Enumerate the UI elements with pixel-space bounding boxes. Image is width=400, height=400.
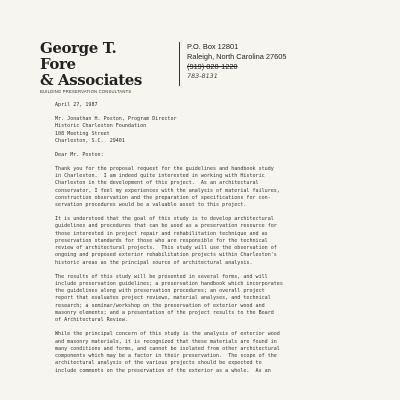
text-line: components which may be a factor in their preservation. The scope of the (55, 353, 277, 360)
paragraph-1 (55, 166, 375, 210)
company-logo (40, 40, 148, 94)
text-line: include comments on the preservation of the exterior as a whole. As an (55, 367, 271, 374)
address-city: Raleigh, North Carolina 27605 (187, 52, 287, 61)
address-phone: (919) 828-1220 (187, 62, 238, 71)
paragraph-2 (55, 216, 375, 267)
text-line: historic areas as the principal source of architectural analysis. (55, 259, 253, 266)
salutation: Dear Mr. Poston: (55, 151, 104, 158)
company-name-line1: George T. Fore (40, 39, 117, 73)
text-line: construction observation and the preparation of specifications for con- (55, 194, 271, 201)
letterhead (40, 40, 370, 102)
text-line: many conditions and forms, and cannot be isolated from other architectural (55, 345, 280, 352)
text-line: The results of this study will be presented in several forms, and will (55, 273, 268, 280)
recipient-line: Historic Charleston Foundation (55, 123, 147, 130)
text-line: include preservation guidelines; a preservation handbook which incorporates (55, 280, 283, 287)
recipient-line: Charleston, S.C. 29401 (55, 137, 125, 144)
text-line: review of architectural projects. This study will use the observation of (55, 245, 277, 252)
text-line: report that evaluates project reviews, material analyses, and technical (55, 295, 271, 302)
address-po-box: P.O. Box 12801 (187, 42, 239, 51)
paragraph-4 (55, 331, 375, 375)
text-line: Thank you for the proposal request for the guidelines and handbook study (55, 165, 274, 172)
text-line: masonry elements; and a presentation of the project results to the Board (55, 309, 274, 316)
text-line: of Architectural Review. (55, 317, 128, 324)
text-line: Charleston in the development of this project. As an architectural (55, 180, 259, 187)
recipient-line: Mr. Jonathan H. Poston, Program Director (55, 116, 177, 123)
company-name-line2: & Associates (40, 71, 142, 89)
text-line: While the principal concern of this study is the analysis of exterior wood (55, 331, 280, 338)
letterhead-divider (179, 42, 180, 86)
text-line: in Charleston. I am indeed quite interested in working with Historic (55, 173, 265, 180)
text-line: It is understood that the goal of this study is to develop architectural (55, 216, 274, 223)
text-line: and masonry materials, it is recognized that these materials are found in (55, 338, 277, 345)
company-address (187, 42, 286, 81)
recipient-line: 108 Meeting Street (55, 130, 110, 137)
company-tagline: BUILDING PRESERVATION CONSULTANTS (40, 89, 132, 94)
text-line: conservator, I feel my experiences with the analysis of material failures, (55, 187, 280, 194)
text-line: architectural analysis of the various projects should be expected to (55, 360, 262, 367)
text-line: the guidelines along with preservation procedures; an overall project (55, 288, 265, 295)
letter-date: April 27, 1987 (55, 102, 98, 108)
text-line: guidelines and procedures that can be used as a preservation resource for (55, 223, 277, 230)
handwritten-phone: 783-8131 (187, 72, 218, 80)
text-line: preservation standards for those who are responsible for the technical (55, 237, 268, 244)
text-line: servation procedures would be a valuable asset to this project. (55, 202, 247, 209)
text-line: those interested in project repair and rehabilitation technique and as (55, 230, 268, 237)
paragraph-3 (55, 274, 375, 325)
text-line: research; a seminar/workshop on the preservation of exterior wood and (55, 302, 265, 309)
letter-body (55, 102, 375, 375)
recipient-address (55, 116, 375, 145)
text-line: ongoing and proposed exterior rehabilitation projects within Charleston's (55, 252, 277, 259)
